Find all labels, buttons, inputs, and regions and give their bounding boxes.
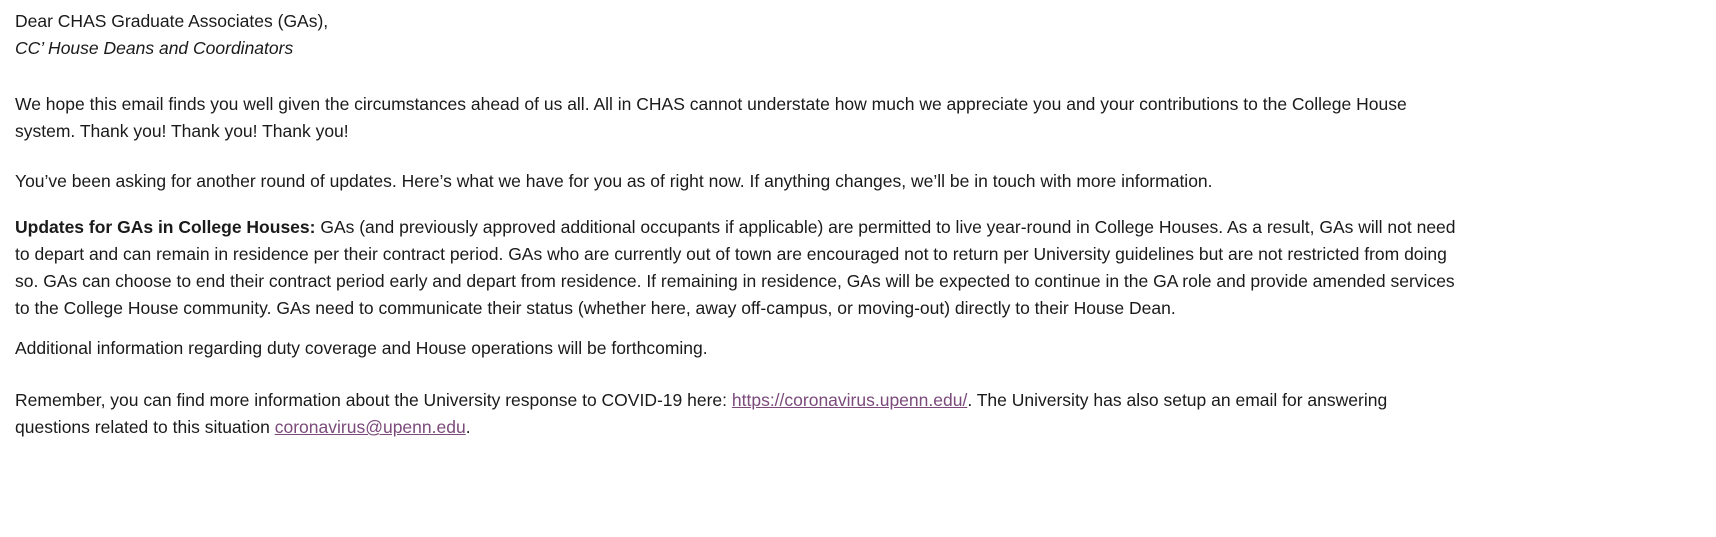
paragraph-line: to depart and can remain in residence per their contract period. GAs who are currently out of town are encouraged not to return per University guidelines but are not restricted from doing xyxy=(15,244,1447,264)
paragraph-resources xyxy=(15,387,1705,441)
covid-website-link[interactable]: https://coronavirus.upenn.edu/ xyxy=(731,390,968,410)
paragraph-updates-intro xyxy=(15,168,1705,195)
paragraph-line: We hope this email finds you well given the circumstances ahead of us all. All in CHAS cannot understate how much we appreciate you and your contributions to the College House xyxy=(15,94,1407,114)
resources-text: . xyxy=(465,417,471,437)
paragraph-line: so. GAs can choose to end their contract period early and depart from residence. If remaining in residence, GAs will be expected to continue in the GA role and provide amended services xyxy=(15,271,1455,291)
paragraph-line: You’ve been asking for another round of updates. Here’s what we have for you as of right now. If anything changes, we’ll be in touch with more information. xyxy=(15,171,1213,191)
resources-text: questions related to this situation xyxy=(15,417,275,437)
paragraph-line xyxy=(15,414,1705,441)
updates-text: GAs (and previously approved additional occupants if applicable) are permitted to live year-round in College Houses. As a result, GAs will not need xyxy=(315,217,1456,237)
updates-heading: Updates for GAs in College Houses: xyxy=(15,217,316,237)
paragraph-ga-updates xyxy=(15,214,1705,322)
paragraph-appreciation xyxy=(15,91,1705,145)
covid-email-link[interactable]: coronavirus@upenn.edu xyxy=(274,417,466,437)
paragraph-line xyxy=(15,387,1705,414)
paragraph-line: Additional information regarding duty coverage and House operations will be forthcoming. xyxy=(15,338,708,358)
paragraph-additional-info xyxy=(15,335,1705,362)
paragraph-line: to the College House community. GAs need to communicate their status (whether here, away off-campus, or moving-out) directly to their House Dean. xyxy=(15,298,1176,318)
paragraph-line: system. Thank you! Thank you! Thank you! xyxy=(15,121,349,141)
cc-line: CC’ House Deans and Coordinators xyxy=(15,38,294,58)
resources-text: . The University has also setup an email for answering xyxy=(967,390,1388,410)
resources-text: Remember, you can find more information about the University response to COVID-19 here: xyxy=(15,390,732,410)
greeting: Dear CHAS Graduate Associates (GAs), xyxy=(15,11,329,31)
paragraph-line xyxy=(15,214,1705,241)
